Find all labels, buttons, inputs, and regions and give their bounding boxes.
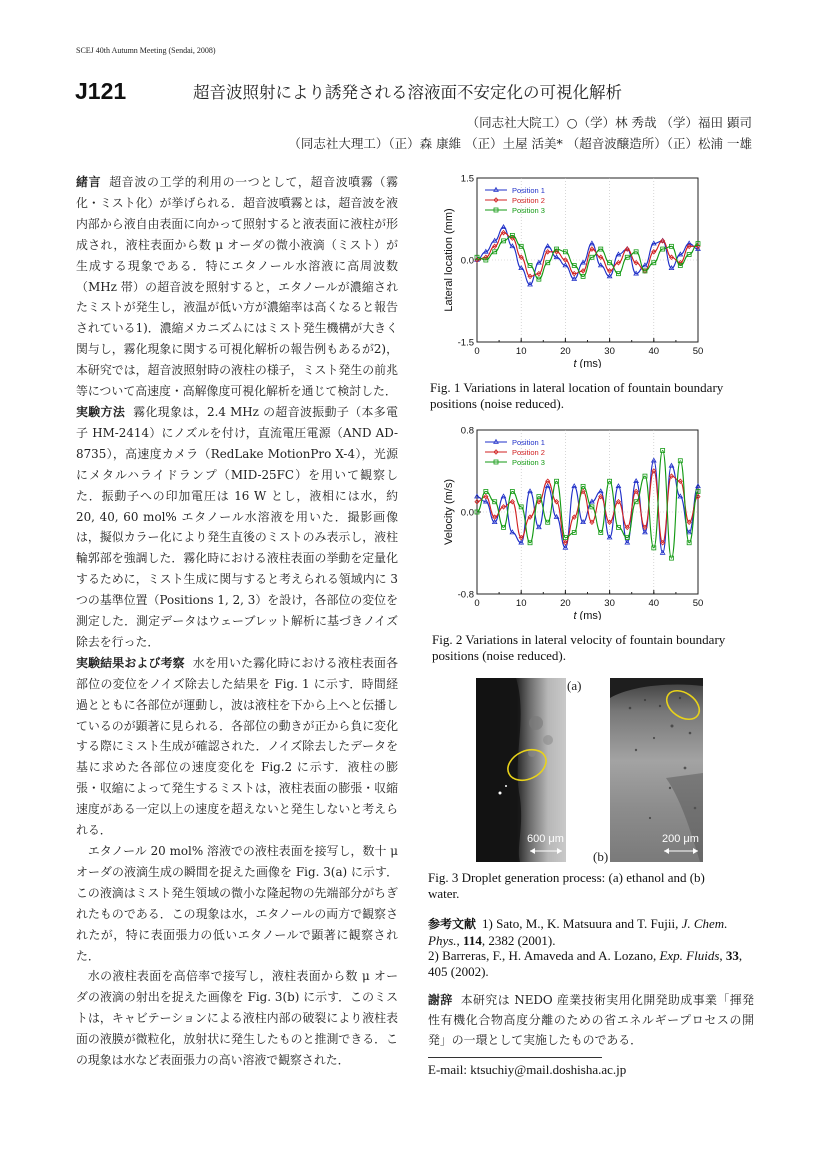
x-tick-label: 20: [560, 598, 571, 609]
fig3a-scale: 600 μm: [527, 833, 564, 845]
fig3b-scale: 200 μm: [662, 833, 699, 845]
x-tick-label: 30: [604, 598, 615, 609]
y-tick-label: 0.0: [460, 255, 474, 267]
fig2-caption-text: Variations in lateral velocity of fountain boundary positions (noise reduced).: [432, 632, 726, 663]
legend-label-2: Position 2: [512, 448, 545, 457]
ref2-authors: 2) Barreras, F., H. Amaveda and A. Lozano,: [428, 948, 657, 963]
x-tick-label: 10: [515, 598, 527, 609]
y-tick-label: 1.5: [460, 173, 474, 185]
intro-section: [76, 172, 398, 402]
fig3a-photo: [476, 678, 566, 862]
results-heading: 実験結果および考察: [76, 655, 185, 670]
acknowledgment: [428, 990, 754, 1050]
results-text-1: 水を用いた霧化時における液柱表面各部位の変位をノイズ除去した結果を Fig. 1 に示す．時間経過とともに各部位が運動し，波は液柱を下から上へと伝播しているのが顕著に見られる．各部位の動きが正から負に変化する際にミスト生成が確認された．ノイズ除去したデータを基に求めた各部位の速度変化を Fig.2 に示す．液柱の膨張・収縮によって発生するミストは，液柱表面の膨張・収縮速度がある一定以上の速度を超えないと発生しないと考えられる．: [76, 655, 398, 838]
method-text: 霧化現象は，2.4 MHz の超音波振動子（本多電子 HM-2414）にノズルを付け，直流電圧電源（AND AD-8735），高速度カメラ（RedLake MotionPro X-4），光源にメタルハライドランプ（MID-25FC）を用いて観察した．振動子への印加電圧は 16 W とし，液相には水，約 20, 40, 60 mol% エタノール水溶液を用いた．撮影画像は，擬似カラー化により発生直後のミストのみ表示し，液柱輪郭部を強調した．霧化時における液柱表面の挙動を定量化するために，ミスト生成に関与すると考えられる領域内に 3 つの基準位置（Positions 1, 2, 3）を設け，各部位の変位を測定した．測定データはウェーブレット解析に基づきノイズ除去を行った．: [76, 404, 398, 649]
x-tick-label: 50: [692, 346, 704, 357]
meeting-header: SCEJ 40th Autumn Meeting (Sendai, 2008): [76, 46, 216, 55]
results-text-3: 水の液柱表面を高倍率で接写し，液柱表面から数 μ オーダの液滴の射出を捉えた画像を Fig. 3(b) に示す．このミストは，キャビテーションによる液柱内部の破裂により液柱表面の液膜が微粒化，放射状に発生したものと推測できる．この現象は水など表面張力の高い溶液で観察された．: [76, 969, 398, 1068]
fig1-plot: [432, 168, 722, 368]
legend-label-1: Position 1: [512, 186, 545, 195]
fig3-caption-text: Droplet generation process: (a) ethanol and (b) water.: [428, 870, 705, 901]
results-text-2: エタノール 20 mol% 溶液での液柱表面を接写し，数十 μ オーダの液滴生成の瞬間を捉えた画像を Fig. 3(a) に示す．この液滴はミスト発生領域の微小な隆起物の先端部分がちぎれたものである．この現象は水，エタノールの両方で観察されたが，特に表面張力の低いエタノールで顕著に観察された．: [76, 844, 398, 963]
fig3-caption: [428, 870, 728, 902]
fig3-caption-num: Fig. 3: [428, 870, 459, 885]
fig1-caption: [430, 380, 760, 412]
legend-label-1: Position 1: [512, 438, 545, 447]
intro-text: 超音波の工学的利用の一つとして，超音波噴霧（霧化・ミスト化）が挙げられる．超音波噴霧とは，超音波を液内部から液自由表面に向かって照射すると液表面に液柱が形成され，液柱表面から数 μ オーダの微小液滴（ミスト）が生成する現象である．特にエタノール水溶液に高周波数（MHz 帯）の超音波を照射すると，エタノールが濃縮されたミストが発生し，液温が低い方が濃縮率は高くなると報告されている1)．濃縮メカニズムにはミスト発生機構が大きく関与し，霧化現象に関する可視化解析の報告例もあるが2)，本研究では，超音波照射時の液柱の様子，ミスト発生の前兆等について高速度・高解像度可視化解析を通じて検討した．: [76, 175, 398, 399]
y-tick-label: 0.0: [460, 507, 474, 519]
series-line-2: [477, 471, 698, 543]
reference-2: 2) Barreras, F., H. Amaveda and A. Lozano, Exp. Fluids, 33, 405 (2002).: [428, 948, 743, 979]
x-axis-label: t (ms): [573, 610, 602, 620]
ack-text: 本研究は NEDO 産業技術実用化開発助成事業「揮発性有機化合物高度分離のための省エネルギープロセスの開発」の一環として実施したものである．: [428, 993, 754, 1047]
y-axis-label: Lateral location (mm): [443, 208, 455, 312]
method-section: [76, 402, 398, 653]
y-tick-label: -0.8: [457, 589, 474, 601]
x-tick-label: 0: [474, 346, 480, 357]
fig3b-photo: [610, 678, 703, 862]
ref1-pages: , 2382 (2001).: [481, 932, 556, 948]
fig2-caption-num: Fig. 2: [432, 632, 463, 647]
x-tick-label: 10: [515, 346, 527, 357]
paper-title: 超音波照射により誘発される溶液面不安定化の可視化解析: [193, 83, 622, 102]
x-tick-label: 50: [692, 598, 704, 609]
fig3b-label: (b): [593, 849, 609, 864]
body-column-left: [76, 172, 398, 1071]
fig2-caption: [432, 632, 762, 664]
fig1-caption-num: Fig. 1: [430, 380, 461, 395]
x-tick-label: 40: [648, 346, 660, 357]
references-heading: 参考文献: [428, 917, 477, 931]
ref1-authors: 1) Sato, M., K. Matsuura and T. Fujii,: [482, 916, 679, 931]
ref1-journal: J. Chem. Phys.: [428, 916, 728, 948]
paper-code: J121: [75, 78, 127, 104]
ref2-pages: , 405 (2002).: [428, 948, 743, 979]
fig1-caption-text: Variations in lateral location of fountain boundary positions (noise reduced).: [430, 380, 724, 411]
y-axis-label: Velocity (m/s): [443, 478, 455, 546]
contact-email: E-mail: ktsuchiy@mail.doshisha.ac.jp: [428, 1062, 627, 1077]
footnote-rule: [428, 1057, 602, 1058]
y-tick-label: -1.5: [457, 337, 474, 349]
ref2-journal: Exp. Fluids: [659, 948, 720, 963]
x-tick-label: 0: [474, 598, 480, 609]
legend-label-2: Position 2: [512, 196, 545, 205]
x-tick-label: 40: [648, 598, 660, 609]
authors-line-2: （同志社大理工）（正）森 康維 （正）土屋 活美* （超音波醸造所）（正）松浦 一雄: [288, 136, 752, 151]
legend-label-3: Position 3: [512, 458, 545, 467]
x-tick-label: 20: [560, 346, 571, 357]
intro-heading: 緒言: [76, 175, 102, 189]
ack-heading: 謝辞: [428, 993, 453, 1007]
references: [428, 916, 758, 979]
y-tick-label: 0.8: [460, 425, 474, 437]
fig2-chart: [432, 420, 722, 624]
ref1-volume: 114: [463, 932, 482, 948]
method-heading: 実験方法: [76, 404, 126, 419]
fig3a-label: (a): [567, 678, 582, 693]
ref2-volume: 33: [725, 948, 739, 963]
fig3b-highlight-ellipse: [661, 685, 703, 725]
x-axis-label: t (ms): [573, 358, 602, 368]
x-tick-label: 30: [604, 346, 615, 357]
legend-label-3: Position 3: [512, 206, 545, 215]
results-section: [76, 653, 398, 841]
fig2-plot: [432, 420, 722, 620]
fig1-chart: [432, 168, 722, 372]
authors-line-1: （同志社大院工）○（学）林 秀哉 （学）福田 顕司: [466, 115, 752, 130]
reference-1: 参考文献 1) Sato, M., K. Matsuura and T. Fujii, J. Chem. Phys., 114, 2382 (2001).: [428, 916, 728, 948]
